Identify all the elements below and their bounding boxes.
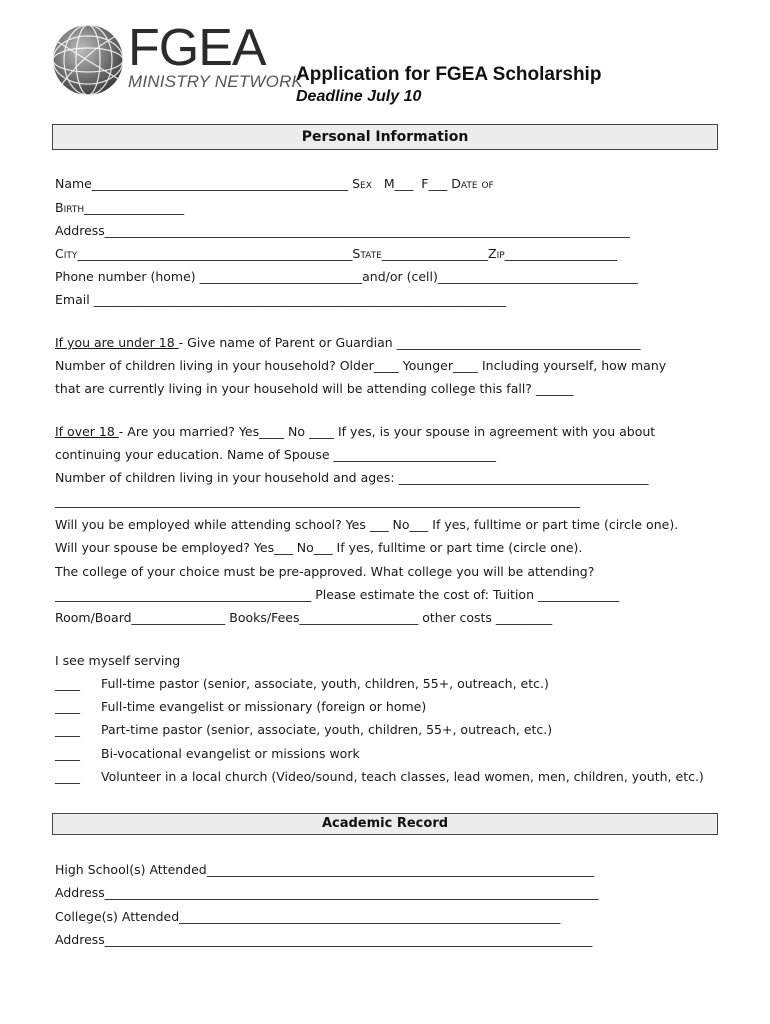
serving-option[interactable] (55, 769, 704, 784)
fgea-globe-logo-icon (50, 22, 130, 98)
personal-information-heading: Personal Information (52, 124, 718, 150)
children-count-line[interactable]: Number of children living in your household? Older____ Younger____ Including yourself, how many (55, 358, 667, 373)
zip-field[interactable]: __________________ (504, 246, 618, 261)
serving-option[interactable] (55, 722, 552, 737)
serving-checkbox-blank[interactable]: ____ (55, 722, 80, 737)
address-field[interactable]: Address____________________________________________________________________________________ (55, 223, 630, 238)
serving-checkbox-blank[interactable]: ____ (55, 769, 80, 784)
email-field[interactable]: Email __________________________________________________________________ (55, 292, 507, 307)
name-field[interactable]: Name_________________________________________ (55, 176, 353, 191)
under18-lead: If you are under 18 (55, 335, 179, 350)
costs-line[interactable]: Room/Board_______________ Books/Fees___________________ other costs _________ (55, 610, 553, 625)
employed-line[interactable]: Will you be employed while attending school? Yes ___ No___ If yes, fulltime or part time (circle one). (55, 517, 679, 532)
serving-checkbox-blank[interactable]: ____ (55, 676, 80, 691)
college-tuition-line[interactable]: _________________________________________ Please estimate the cost of: Tuition _____________ (55, 587, 620, 602)
state-label: State (352, 246, 382, 261)
serving-option-label: Full-time evangelist or missionary (foreign or home) (101, 699, 427, 714)
high-school-field[interactable]: High School(s) Attended______________________________________________________________ (55, 862, 595, 877)
name-sex-dob-line[interactable] (55, 176, 494, 191)
serving-option-label: Part-time pastor (senior, associate, youth, children, 55+, outreach, etc.) (101, 722, 553, 737)
serving-option[interactable] (55, 746, 360, 761)
married-field[interactable]: - Are you married? Yes____ No ____ If yes, is your spouse in agreement with you about (118, 424, 656, 439)
academic-record-heading: Academic Record (52, 813, 718, 835)
children-ages-continued-line[interactable]: ____________________________________________________________________________________ (55, 493, 580, 508)
serving-intro: I see myself serving (55, 653, 181, 668)
birth-field[interactable]: ________________ (84, 200, 185, 215)
city-state-zip-line[interactable] (55, 246, 617, 261)
state-field[interactable]: _________________ (381, 246, 489, 261)
serving-option-label: Full-time pastor (senior, associate, youth, children, 55+, outreach, etc.) (101, 676, 549, 691)
attending-college-line[interactable]: that are currently living in your household will be attending college this fall? ______ (55, 381, 574, 396)
sex-label: Sex (352, 176, 372, 191)
college-address-field[interactable]: Address______________________________________________________________________________ (55, 932, 593, 947)
serving-option[interactable] (55, 699, 426, 714)
high-school-address-field[interactable]: Address_______________________________________________________________________________ (55, 885, 599, 900)
phone-field[interactable]: Phone number (home) __________________________and/or (cell)________________________________ (55, 269, 638, 284)
children-ages-line[interactable]: Number of children living in your household and ages: ________________________________________ (55, 470, 649, 485)
birth-label: Birth (55, 200, 85, 215)
deadline-text: Deadline July 10 (296, 88, 422, 105)
spouse-name-line[interactable]: continuing your education. Name of Spouse __________________________ (55, 447, 497, 462)
city-field[interactable]: ____________________________________________ (77, 246, 353, 261)
over18-lead: If over 18 (55, 424, 119, 439)
over18-married-line[interactable] (55, 424, 655, 439)
serving-checkbox-blank[interactable]: ____ (55, 699, 80, 714)
zip-label: Zip (488, 246, 505, 261)
serving-checkbox-blank[interactable]: ____ (55, 746, 80, 761)
under18-parent-line[interactable] (55, 335, 640, 350)
date-of-label: Date of (451, 176, 494, 191)
spouse-employed-line[interactable]: Will your spouse be employed? Yes___ No___ If yes, fulltime or part time (circle one). (55, 540, 583, 555)
logo-wordmark: FGEA (128, 19, 266, 77)
page-title: Application for FGEA Scholarship (296, 64, 602, 85)
parent-guardian-field[interactable]: - Give name of Parent or Guardian _______________________________________ (178, 335, 641, 350)
serving-option-label: Bi-vocational evangelist or missions work (101, 746, 360, 761)
college-choice-line: The college of your choice must be pre-approved. What college you will be attending? (55, 564, 595, 579)
college-attended-field[interactable]: College(s) Attended_____________________________________________________________ (55, 909, 561, 924)
sex-options[interactable]: M___ F___ (371, 176, 452, 191)
serving-option-label: Volunteer in a local church (Video/sound, teach classes, lead women, men, children, youth, etc.) (101, 769, 704, 784)
logo-subtitle: MINISTRY NETWORK (128, 72, 304, 91)
birth-line[interactable] (55, 200, 184, 215)
city-label: City (55, 246, 78, 261)
serving-option[interactable] (55, 676, 549, 691)
